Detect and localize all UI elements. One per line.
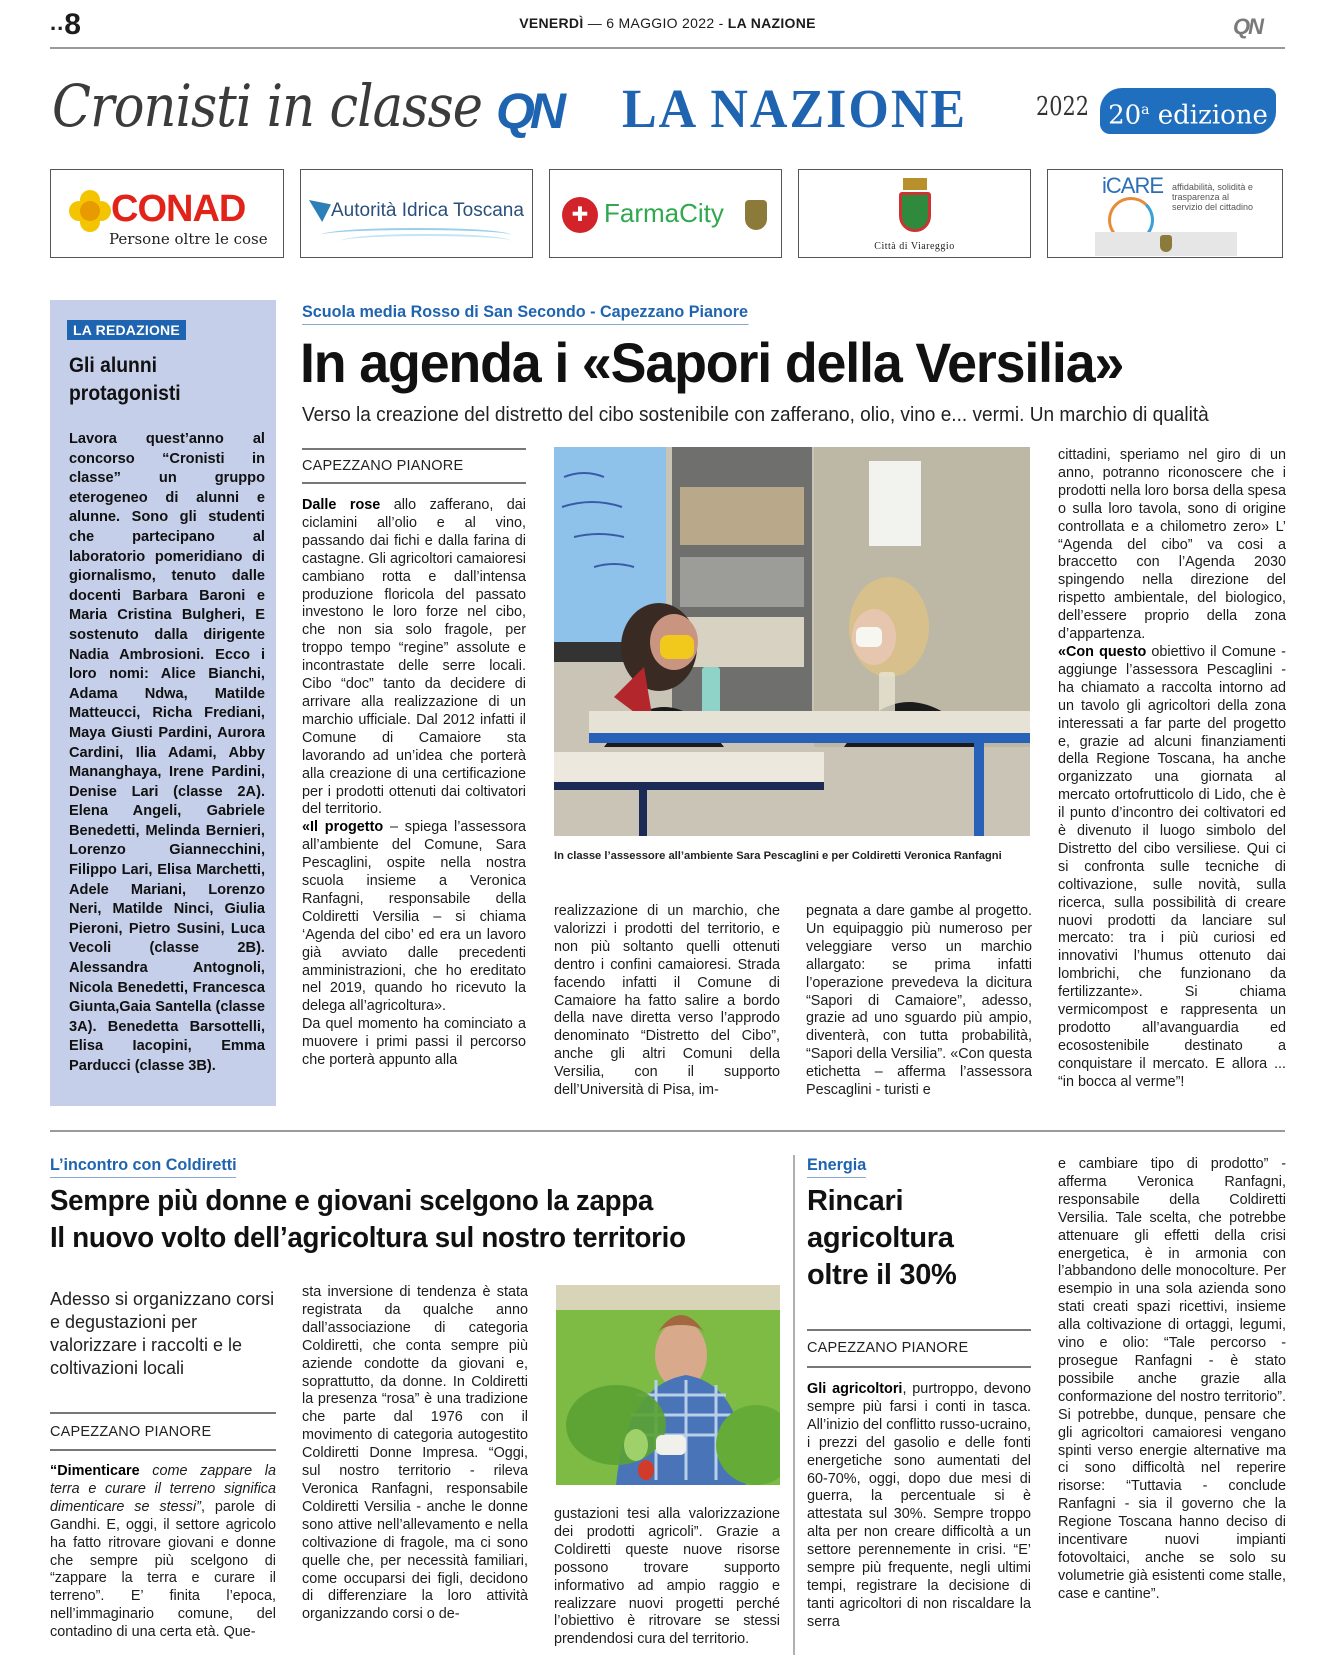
article2-summary: Adesso si organizzano corsi e degustazioni per valorizzare i raccolti e le coltivazioni locali (50, 1289, 275, 1378)
pharmacy-cross-icon: ✚ (562, 197, 598, 233)
qn-logo-icon: QN (1233, 14, 1262, 39)
dateline-rule (50, 1449, 276, 1451)
sponsor-conad (50, 169, 284, 258)
icare-logo-text: iCARE (1102, 173, 1164, 198)
sponsor-autorita-idrica (300, 169, 533, 258)
dateline-rule (807, 1366, 1031, 1368)
municipal-crest-icon (745, 200, 767, 230)
sidebar-box (50, 300, 276, 1106)
conad-flower-icon (69, 190, 111, 232)
sidebar-body: Lavora quest’anno al concorso “Cronisti in classe” un gruppo eterogeneo di alunni e alunne. Sono gli studenti che partecipano al laboratorio pomeridiano di giornalismo, tenuto dalle docenti Barbara Baroni e Maria Cristina Bulgheri, E sostenuto dalla dirigente Nadia Ambrosioni. Ecco i loro nomi: Alice Bianchi, Adama Ndwa, Matilde Matteucci, Richa Frediani, Maya Giusti Pardini, Aurora Cardini, Ilia Adami, Abby Mananghaya, Irene Pardini, Denise Lari (classe 2A). Elena Angeli, Gabriele Benedetti, Melinda Bernieri, Lorenzo Giannecchini, Filippo Lari, Elisa Marchetti, Adele Mariani, Lorenzo Neri, Matilde Ninci, Giulia Pieroni, Pietro Susini, Luca Vecoli (classe 2B). Alessandra Antognoli, Nicola Benedetti, Francesca Giunta,Gaia Santella (classe 3A). Benedetta Barsottelli, Elisa Iacopini, Emma Parducci (classe 3B). (69, 431, 265, 1074)
qn-masthead-logo: QN (496, 83, 561, 139)
article3-kicker: Energia (807, 1155, 866, 1178)
conad-logo-text: CONAD (111, 188, 246, 230)
article2-title: Sempre più donne e giovani scelgono la zappa Il nuovo volto dell’agricoltura sul nostro territorio (50, 1185, 686, 1254)
header-divider (50, 47, 1285, 49)
main-article-dateline: CAPEZZANO PIANORE (302, 458, 464, 474)
main-article-column-1: Dalle rose allo zafferano, dai ciclamini all’olio e al vino, passando dai fichi e dalla farina di castagne. Gli agricoltori camaioresi cambiano rotta e dall’intensa produzione floricola del passato investono le loro forze nel cibo, che non sia solo fragole, per troppo tempo “regine” assolute e incontrastate delle serre locali. Cibo “doc” tanto da decidere di arrivare alla realizzazione di un marchio ufficiale. Dal 2012 infatti il Comune di Camaiore sta lavorando ad un’idea che porterà alla creazione di una certificazione per i prodotti ottenuti dai coltivatori del territorio. «Il progetto – spiega l’assessora all’ambiente del Comune, Sara Pescaglini, ospite nella nostra scuola insieme a Veronica Ranfagni, responsabile della Coldiretti Versilia – si chiama ‘Agenda del cibo’ ed era un lavoro già avviato dalle precedenti amministrazioni, che ho ereditato nel 2019, quando ho ricevuto la delega all’agricoltura». Da quel momento ha cominciato a muovere i primi passi il percorso che porterà appunto alla (302, 497, 526, 1069)
main-article-column-4: cittadini, speriamo nel giro di un anno, potranno riconoscere che i prodotti nella loro borsa della spesa o sulla loro tavola, sono di origine controllata e a chilometro zero» L’ “Agenda del cibo” va cosi a braccetto con l’Agenda 2030 spingendo nella direzione del rispetto ambientale, del biologico, dell’essere proprio della zona d’appartenza. «Con questo obiettivo il Comune - aggiunge l’assessora Pescaglini - ha chiamato a raccolta intorno ad un tavolo gli agricoltori della zona interessati a far parte del progetto e, grazie ad alcuni finanziamenti della Regione Toscana, ha anche organizzato una giornata al mercato ortofrutticolo di Lido, che è il punto d’incontro dei coltivatori ed è divenuto il luogo simbolo del Distretto del cibo versiliese. Qui ci si confronta sulle tecniche di coltivazione, sulle novità, sulla ricerca, sulla possibilità di creare nuovi prodotti da lanciare sul mercato: tra i più curiosi ed innovativi l’humus ottenuto dai lombrichi, che funzionano da fertilizzante». Si chiama vermicompost e rappresenta un prodotto all’avanguardia ed ecosostenibile destinato a conquistare il mercato. E allora ... “in bocca al verme”! (1058, 447, 1286, 1090)
folio-newspaper: LA NAZIONE (727, 15, 816, 31)
main-article-title: In agenda i «Sapori della Versilia» (300, 331, 1124, 394)
main-article-column-3: pegnata a dare gambe al progetto. Un equipaggio più numeroso per veleggiare verso un marchio allargato: se prima infatti l’operazione prevedeva la dicitura “Sapori di Camaiore”, adesso, grazie ad uno sguardo più ampio, diventerà, con tutta probabilità, “Sapori della Versilia”. «Con questa etichetta – afferma l’assessora Pescaglini - turisti e (806, 903, 1032, 1099)
water-wave-icon (341, 234, 511, 248)
main-article-column-2: realizzazione di un marchio, che valorizzi i prodotti del territorio, e non più soltanto quelli ottenuti dentro i confini camaioresi. Strada facendo infatti il Comune di Camaiore ha fatto salire a bordo della nave diretta verso l’approdo denominato “Distretto del Cibo”, anche gli altri Comuni della Versilia, con il supporto dell’Università di Pisa, im- (554, 903, 780, 1099)
sponsor-icare (1047, 169, 1283, 258)
project-title: Cronisti in classe (52, 72, 483, 140)
farmacity-logo-text: FarmaCity (604, 198, 724, 228)
icare-tagline: affidabilità, solidità e trasparenza al servizio del cittadino (1172, 182, 1254, 212)
classroom-photo-illustration (554, 447, 1030, 836)
main-article-kicker: Scuola media Rosso di San Secondo - Capezzano Pianore (302, 302, 748, 325)
article2-dateline: CAPEZZANO PIANORE (50, 1424, 212, 1440)
photo-caption: In classe l’assessore all’ambiente Sara Pescaglini e per Coldiretti Veronica Ranfagni (554, 850, 1002, 862)
farmer-photo-illustration (556, 1285, 780, 1485)
sponsor-farmacity (549, 169, 782, 258)
column-divider (793, 1155, 795, 1655)
article3-column-1: Gli agricoltori, purtroppo, devono sempre più farsi i conti in tasca. All’inizio del conflitto russo-ucraino, i prezzi del gasolio e delle fonti energetiche sono aumentati del 60-70%, oggi, dopo due mesi di guerra, la percentuale si è attestata sul 30%. Sempre troppo alta per non creare difficoltà a un settore perennemente in crisi. “E’ sempre più frequente, negli ultimi tempi, registrare la decisione di tanti agricoltori di non riscaldare la serra (807, 1381, 1031, 1630)
icare-crest-strip (1095, 232, 1237, 256)
article2-column-3: gustazioni tesi alla valorizzazione dei prodotti agricoli”. Grazie a Coldiretti queste nuove risorse possono trovare supporto informativo ad ampio raggio e realizzare nuovi progetti perché l’obiettivo è ritrovare se stessi prendendosi cura del territorio. (554, 1506, 780, 1648)
masthead-year: 2022 (1036, 92, 1089, 122)
dateline-rule (302, 448, 526, 450)
folio-day: VENERDÌ (519, 15, 584, 31)
main-article-subtitle: Verso la creazione del distretto del cibo sostenibile con zafferano, olio, vino e... vermi. Un marchio di qualità (302, 403, 1209, 426)
dateline-rule (807, 1329, 1031, 1331)
dateline-rule (50, 1412, 276, 1414)
dateline-rule (302, 482, 526, 484)
folio-date-text: 6 MAGGIO 2022 (606, 15, 715, 31)
section-divider (50, 1130, 1285, 1132)
sidebar-title: Gli alunni protagonisti (69, 354, 181, 405)
edition-badge: 20$^a$ edizione (1100, 88, 1276, 134)
farmer-photo (556, 1285, 780, 1485)
article3-dateline: CAPEZZANO PIANORE (807, 1340, 969, 1356)
sponsor-viareggio (798, 169, 1031, 258)
article2-column-2: sta inversione di tendenza è stata registrata da qualche anno dall’associazione di categoria Coldiretti, che conta sempre più aziende condotte da giovani e, soprattutto, da donne. In Coldiretti la presenza “rosa” è una tradizione che parte dal 1976 con il movimento di categoria autogestito Coldiretti Donne Impresa. “Oggi, sul nostro territorio - rileva Veronica Ranfagni, responsabile Coldiretti Versilia - anche le donne sono attive nell’allevamento e nella coltivazione di fragole, ma ci sono quelle che, per necessità familiari, come occuparsi dei figli, decidono di differenziare la loro attività organizzando corsi o de- (302, 1284, 528, 1623)
ait-logo-text: Autorità Idrica Toscana (331, 200, 524, 221)
viareggio-name: Città di Viareggio (874, 241, 955, 252)
conad-tagline: Persone oltre le cose (109, 230, 268, 248)
article2-kicker: L’incontro con Coldiretti (50, 1155, 237, 1178)
tuscany-shape-icon (309, 200, 331, 222)
viareggio-crest-icon (895, 178, 935, 238)
sidebar-tag: LA REDAZIONE (67, 320, 186, 340)
page-number: ..8 (50, 8, 80, 41)
newspaper-masthead: LA NAZIONE (622, 79, 968, 140)
article3-column-2: e cambiare tipo di prodotto” - afferma Veronica Ranfagni, responsabile della Coldiretti Versilia. Tale scelta, che potrebbe attenuare gli effetti della crisi energetica, è in armonia con l’abbandono delle monocolture. Per esempio in una sola azienda sono stati creati spazi ricettivi, insieme alla coltivazione di ortaggi, legumi, vino e olio: “Tale percorso - prosegue Ranfagni - è stato possibile anche grazie alla conformazione del nostro territorio”. Si potrebbe, dunque, pensare che gli agricoltori camaioresi vengano spinti verso energie alternative ma ci sono difficoltà nel reperire risorse: “Tuttavia - conclude Ranfagni - sia il governo che la Regione Toscana hanno deciso di incentivare nuovi impianti fotovoltaici, anche se solo su volumetrie già esistenti come stalle, case e cantine”. (1058, 1156, 1286, 1602)
article3-title: Rincari agricoltura oltre il 30% (807, 1185, 957, 1291)
folio-date: VENERDÌ — 6 MAGGIO 2022 - LA NAZIONE (519, 15, 816, 31)
article2-column-1: “Dimenticare come zappare la terra e curare il terreno significa dimenticare se stessi”, parole di Gandhi. E, oggi, il settore agricolo ha fatto ritrovare giovani e donne che sempre più scelgono di “zappare la terra e curare il terreno”. E’ finita l’epoca, nell’immaginario comune, del contadino di una certa età. Que- (50, 1463, 276, 1641)
classroom-photo (554, 447, 1030, 836)
